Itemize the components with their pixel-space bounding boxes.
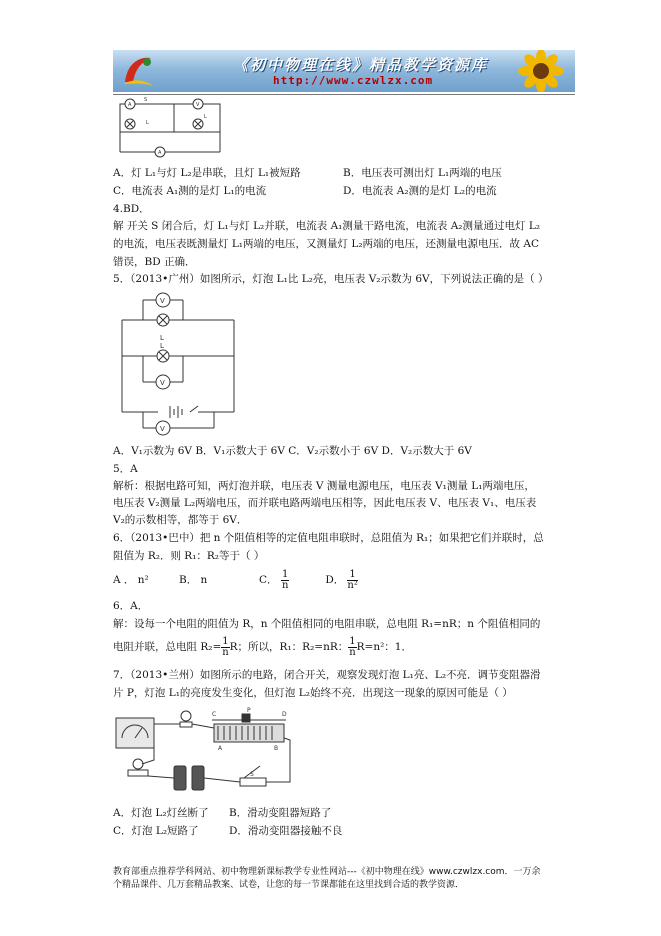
svg-text:V: V (160, 297, 165, 305)
q4-explanation-3: 错误，BD 正确． (113, 256, 196, 268)
fraction-denominator: n (222, 646, 229, 658)
q5-options[interactable]: A．V₁示数为 6V B．V₁示数大于 6V C．V₂示数小于 6V D．V₂示数大于 6V (113, 445, 472, 457)
q4-options-row2 (113, 184, 497, 198)
q6-stem-2: 阻值为 R₂．则 R₁：R₂等于（ ） (113, 550, 265, 562)
q6-options (113, 566, 358, 594)
svg-text:A: A (128, 102, 132, 108)
q6-option-d-fraction (347, 570, 357, 591)
svg-text:V: V (196, 102, 200, 108)
svg-text:V: V (160, 379, 165, 387)
q6-explanation-1: 解：设每一个电阻的阻值为 R，n 个阻值相同的电阻串联，总电阻 R₁=nR；n 个阻值相同的 (113, 618, 541, 630)
footer-line-2: 个精品课件、几万套精品教案、试卷，让您的每一节课都能在这里找到合适的教学资源． (113, 880, 465, 890)
header-url[interactable]: http://www.czwlzx.com (273, 74, 434, 87)
svg-text:L: L (204, 114, 207, 120)
q7-option-d[interactable]: D．滑动变阻器接触不良 (229, 825, 343, 837)
sunflower-image (501, 50, 571, 92)
svg-text:A: A (218, 745, 223, 752)
site-logo (117, 52, 157, 90)
q5-explanation-1: 解析：根据电路可知，两灯泡并联，电压表 V 测量电源电压，电压表 V₁测量 L₁两端电压， (113, 480, 535, 492)
q4-explanation-1: 解 开关 S 闭合后，灯 L₁与灯 L₂并联，电流表 A₁测量干路电流，电流表 A₂测量通过电灯 L₂ (113, 220, 541, 232)
footer-line-1: 教育部重点推荐学科网站、初中物理新课标教学专业性网站---《初中物理在线》www.czwlzx.com．一万余 (113, 867, 541, 877)
circuit-diagram-q7 (114, 704, 296, 796)
header-title: 《初中物理在线》精品教学资源库 (233, 56, 489, 74)
q6-option-d[interactable]: D． (325, 574, 345, 586)
q6-option-c-fraction (281, 570, 289, 591)
fraction-denominator: n² (347, 579, 358, 591)
svg-text:D: D (282, 711, 287, 718)
q6-option-c[interactable]: C． (259, 574, 278, 586)
fraction-numerator: 1 (347, 570, 357, 581)
svg-text:P: P (247, 707, 251, 714)
svg-text:L: L (160, 334, 164, 342)
svg-text:B: B (274, 745, 279, 752)
q4-answer: 4.BD． (113, 203, 150, 215)
q4-option-d[interactable]: D．电流表 A₂测的是灯 L₂的电流 (343, 185, 497, 197)
q7-option-c[interactable]: C．灯泡 L₂短路了 (113, 825, 199, 837)
q7-option-b[interactable]: B．滑动变阻器短路了 (229, 807, 332, 819)
q4-option-a[interactable]: A．灯 L₁与灯 L₂是串联，且灯 L₁被短路 (113, 167, 301, 179)
q6-exp2-part-c: R=n²：1． (356, 641, 412, 653)
header-rule (113, 94, 575, 95)
page-footer (113, 866, 583, 892)
svg-text:V: V (160, 425, 165, 433)
q6-explanation-2 (113, 632, 412, 662)
fraction-numerator: 1 (349, 635, 356, 647)
q4-explanation-2: 的电流，电压表既测量灯 L₁两端的电压，又测量灯 L₂两端的电压，还测量电源电压．故 AC (113, 238, 539, 250)
q6-exp-fraction (348, 637, 356, 658)
q6-answer: 6．A． (113, 600, 149, 612)
fraction-numerator: 1 (282, 568, 289, 580)
q7-stem-2: 片 P，灯泡 L₁的亮度发生变化，但灯泡 L₂始终不亮．出现这一现象的原因可能是（ ） (113, 687, 513, 699)
svg-text:L: L (146, 120, 149, 126)
svg-text:C: C (212, 711, 217, 718)
q6-stem-1: 6．（2013•巴中）把 n 个阻值相等的定值电阻串联时，总阻值为 R₁；如果把它们并联时，总 (113, 532, 544, 544)
q4-option-c[interactable]: C．电流表 A₁测的是灯 L₁的电流 (113, 185, 267, 197)
q6-exp2-part-a: 电阻并联，总电阻 R₂= (113, 641, 222, 653)
q6-option-b[interactable]: B． n (179, 574, 208, 586)
q7-option-a[interactable]: A．灯泡 L₂灯丝断了 (113, 807, 209, 819)
fraction-denominator: n (281, 579, 289, 591)
q5-answer: 5．A (113, 463, 138, 475)
q4-options-row1 (113, 166, 502, 180)
q5-explanation-3: V₂的示数相等，都等于 6V． (113, 514, 248, 526)
q4-option-b[interactable]: B．电压表可测出灯 L₁两端的电压 (343, 167, 502, 179)
svg-text:L: L (160, 342, 164, 350)
circuit-diagram-q5 (118, 290, 238, 440)
fraction-denominator: n (349, 646, 356, 658)
q7-options-row2 (113, 824, 342, 838)
q6-exp-fraction (221, 637, 229, 658)
circuit-diagram-q4 (116, 96, 228, 162)
q5-explanation-2: 电压表 V₂测量 L₂两端电压，而并联电路两端电压相等，因此电压表 V、电压表 V₁、电压表 (113, 497, 537, 509)
q6-option-a[interactable]: A ． n² (113, 574, 149, 586)
q7-stem-1: 7．（2013•兰州）如图所示的电路，闭合开关，观察发现灯泡 L₁亮、L₂不亮．调节变阻器滑 (113, 669, 541, 681)
header-banner (113, 50, 575, 92)
svg-text:S: S (250, 771, 254, 778)
fraction-numerator: 1 (222, 635, 229, 647)
q5-stem: 5．（2013•广州）如图所示，灯泡 L₁比 L₂亮，电压表 V₂示数为 6V，下列说法正确的是（ ） (113, 273, 549, 285)
svg-text:A: A (158, 150, 162, 156)
q6-exp2-part-b: R；所以，R₁：R₂=nR： (229, 641, 349, 653)
q7-options-row1 (113, 806, 331, 820)
svg-text:S: S (144, 97, 148, 103)
